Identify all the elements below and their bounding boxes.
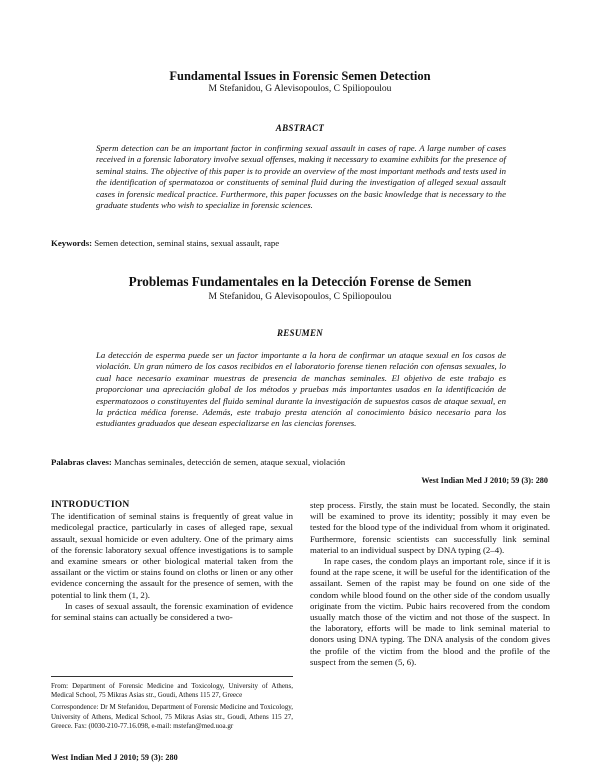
correspondence-note: Correspondence: Dr M Stefanidou, Department of Forensic Medicine and Toxicology, University of Athens, Medical School, 75 Mikras Asias str., Goudi, Athens 115 27, Greece. Fax: (0030-210-77.16.098, e-mail: mstefan@med.uoa.gr: [51, 703, 293, 730]
footnote-divider: [51, 676, 293, 677]
authors-es: M Stefanidou, G Alevisopoulos, C Spiliopoulou: [208, 292, 392, 302]
keywords-en: [51, 238, 551, 249]
footnotes: [51, 682, 293, 734]
intro-paragraph-4: In rape cases, the condom plays an important role, since if it is found at the rape scene, it will be useful for the identification of the assailant. Semen of the rapist may be found on one side of the condom while blood found on the other side of the condom usually originate from the victim. Pubic hairs recovered from the condom usually match those of the victim and not those of the suspect. In the laboratory, efforts will be made to link seminal material to donors using DNA typing. The DNA analysis of the condom gives the profile of the victim from the blood and the profile of the suspect from the semen (5, 6).: [310, 556, 550, 667]
resumen-text: La detección de esperma puede ser un factor importante a la hora de confirmar un ataque sexual en los casos de violación. Un gran número de los casos recibidos en el laboratorio forense tienen relación con ofensas sexuales, lo cual hace necesario examinar muestras de presencia de manchas seminales. El objetivo de este trabajo es proporcionar una apreciación global de los métodos y pruebas más importantes usados en la identificación de espermatozoos o constituyentes del fluido seminal durante la investigación de supuestos casos de ataque sexual, en la práctica médica forense. Además, este trabajo presta atención al conocimiento básico necesario para los estudiantes graduados que desean especializarse en las ciencias forenses.: [96, 350, 506, 429]
journal-reference: West Indian Med J 2010; 59 (3): 280: [421, 476, 548, 485]
abstract-heading: ABSTRACT: [275, 123, 325, 133]
body-left-column: [51, 500, 293, 623]
keywords-es: [51, 457, 551, 468]
introduction-heading: INTRODUCTION: [51, 500, 130, 510]
page-footer: West Indian Med J 2010; 59 (3): 280: [51, 753, 178, 762]
palabras-claves-label: Palabras claves:: [51, 457, 112, 467]
article-title-en: Fundamental Issues in Forensic Semen Detection: [169, 69, 431, 83]
authors-en: M Stefanidou, G Alevisopoulos, C Spiliopoulou: [208, 84, 392, 94]
keywords-value: Semen detection, seminal stains, sexual assault, rape: [94, 238, 280, 248]
palabras-claves-value: Manchas seminales, detección de semen, ataque sexual, violación: [114, 457, 346, 467]
resumen-heading: RESUMEN: [276, 328, 324, 338]
intro-paragraph-1: The identification of seminal stains is frequently of great value in medicolegal practice, particularly in cases of alleged rape, sexual assault, sexual homicide or even adultery. One of the primary aims of the forensic laboratory sexual offence investigations is to sample and examine smears or other biological material taken from the assailant or the victim or stains found on cloths or linen or any other evidence concerning the assault for the presence of semen, with the potential to link them (1, 2).: [51, 511, 293, 600]
intro-paragraph-3: step process. Firstly, the stain must be located. Secondly, the stain will be examined to prove its identity; possibly it may even be tested for the blood type of the individual from whom it originated. Furthermore, forensic scientists can successfully link seminal material to an individual suspect by DNA typing (2–4).: [310, 500, 550, 555]
intro-paragraph-2: In cases of sexual assault, the forensic examination of evidence for seminal stains can actually be considered a two-: [51, 600, 293, 623]
body-right-column: [310, 500, 550, 668]
abstract-text: Sperm detection can be an important factor in confirming sexual assault in cases of rape. A large number of cases received in a forensic laboratory involve sexual offenses, making it necessary to examine exhibits for the presence of seminal stains. The objective of this paper is to provide an overview of the most important methods and tests used in the identification of spermatozoa or constituents of seminal fluid during the investigation of alleged sexual assault cases in forensic medical practice. Furthermore, this paper focusses on the basic knowledge that is necessary to the graduate students who wish to specialize in forensic sciences.: [96, 143, 506, 211]
keywords-label: Keywords:: [51, 238, 93, 248]
article-title-es: Problemas Fundamentales en la Detección Forense de Semen: [128, 274, 472, 289]
affiliation-note: From: Department of Forensic Medicine and Toxicology, University of Athens, Medical School, 75 Mikras Asias str., Goudi, Athens 115 27, Greece: [51, 682, 293, 700]
